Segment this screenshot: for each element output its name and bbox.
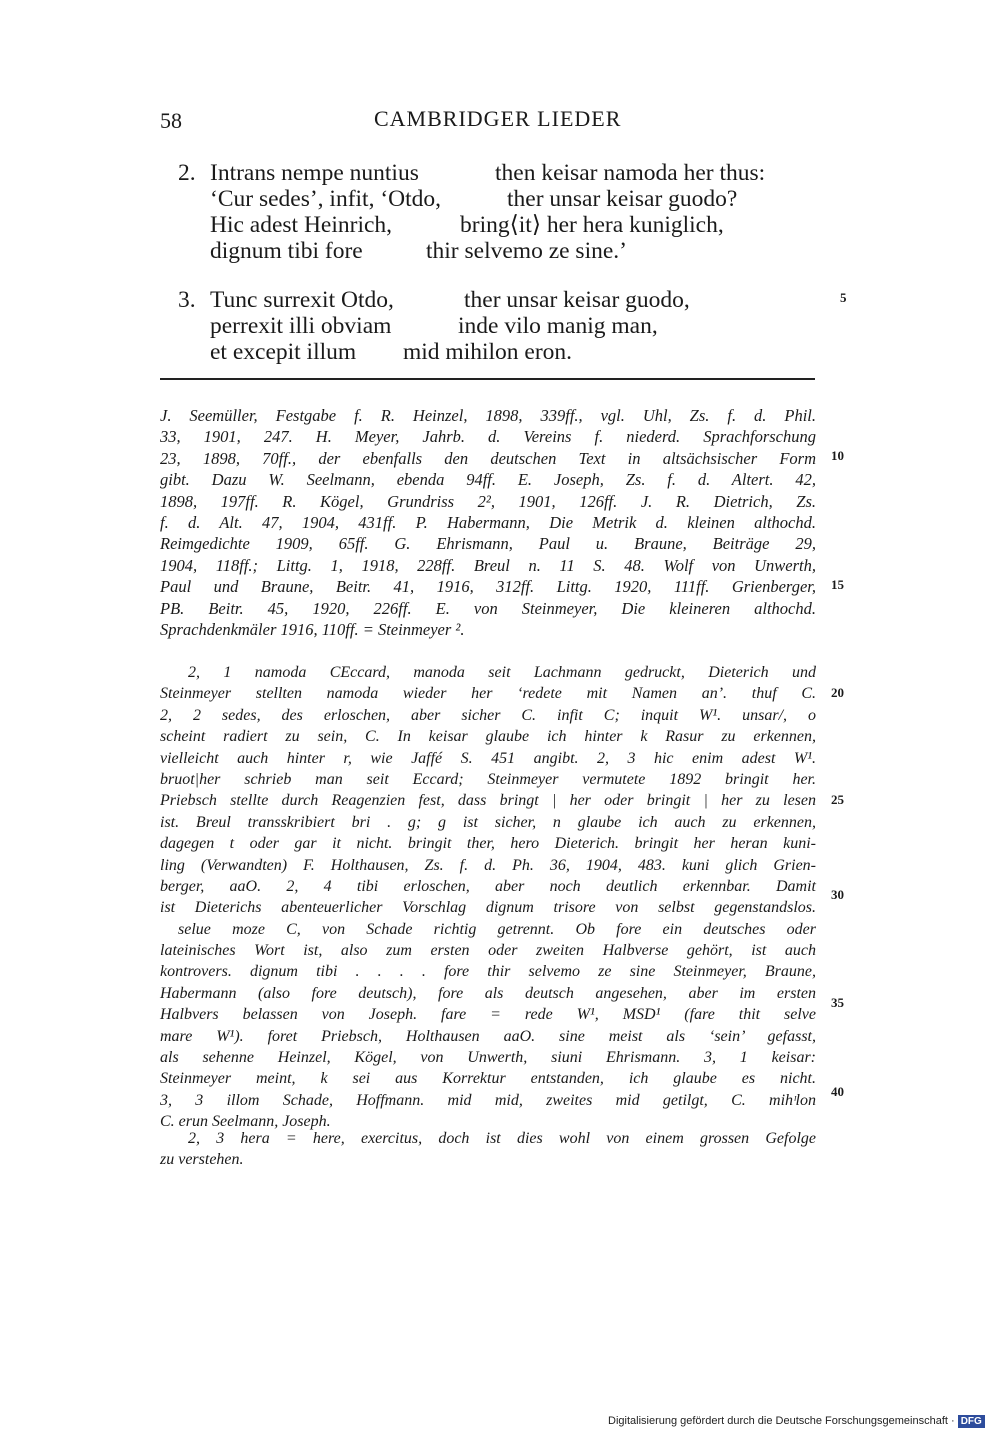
text-line: 33, 1901, 247. H. Meyer, Jahrb. d. Vereins f. niederd. Sprachforschung — [160, 427, 816, 447]
text-line: Steinmeyer meint, k sei aus Korrektur entstanden, ich glaube es nicht. — [160, 1070, 816, 1088]
line-number: 10 — [831, 448, 844, 463]
stanza-number: 2. — [178, 160, 196, 186]
second-half-line: then keisar namoda her thus: — [495, 160, 766, 186]
section-divider — [160, 378, 815, 380]
explanatory-note — [160, 1128, 816, 1171]
text-line: scheint radiert zu sein, C. In keisar glaube ich hinter k Rasur zu erkennen, — [160, 728, 816, 746]
text-line: 2, 1 namoda CEccard, manoda seit Lachmann gedruckt, Dieterich und — [188, 664, 816, 681]
running-title: CAMBRIDGER LIEDER — [374, 106, 622, 131]
dfg-logo: DFG — [958, 1415, 985, 1428]
stanza-number: 3. — [178, 287, 196, 313]
text-line: f. d. Alt. 47, 1904, 431ff. P. Habermann, Die Metrik d. kleinen althochd. — [160, 512, 816, 532]
first-half-line: ‘Cur sedes’, infit, ‘Otdo, — [210, 186, 442, 212]
text-line: kontrovers. dignum tibi . . . . fore thir selvemo ze sine Steinmeyer, Braune, — [160, 963, 816, 981]
text-line: Steinmeyer stellten namoda wieder her ‘redete mit Namen an’. thuf C. — [160, 685, 816, 703]
first-half-line: et excepit illum — [210, 339, 357, 365]
text-line: 23, 1898, 70ff., der ebenfalls den deutschen Text in altsächsischer Form — [160, 448, 816, 468]
digitization-credit — [608, 1415, 985, 1428]
text-line: selue moze C, von Schade richtig getrennt. Ob fore ein deutsches oder — [178, 920, 816, 938]
second-half-line: ther unsar keisar guodo? — [507, 186, 738, 212]
second-half-line: bring⟨it⟩ her hera kuniglich, — [460, 212, 724, 238]
text-line: Sprachdenkmäler 1916, 110ff. = Steinmeyer ². — [160, 619, 465, 639]
text-line: 1904, 118ff.; Littg. 1, 1918, 228ff. Breul n. 11 S. 48. Wolf von Unwerth, — [160, 555, 816, 575]
line-number: 40 — [831, 1084, 844, 1099]
first-half-line: perrexit illi obviam — [210, 313, 392, 339]
text-line: berger, aaO. 2, 4 tibi erloschen, aber noch deutlich erkennbar. Damit — [160, 877, 816, 895]
line-number: 35 — [831, 995, 844, 1010]
text-line: Reimgedichte 1909, 65ff. G. Ehrismann, Paul u. Braune, Beiträge 29, — [160, 534, 816, 554]
first-half-line: Tunc surrexit Otdo, — [210, 287, 394, 313]
second-half-line: inde vilo manig man, — [458, 313, 658, 339]
text-line: bruot|her schrieb man seit Eccard; Steinmeyer vermutete 1892 bringit her. — [160, 770, 816, 788]
text-line: gibt. Dazu W. Seelmann, ebenda 94ff. E. Joseph, Zs. f. d. Altert. 42, — [160, 470, 816, 490]
text-line: dagegen t oder gar it nicht. bringit ther, hero Dieterich. bringit her heran kuni- — [160, 835, 816, 853]
text-line: lateinisches Wort ist, also zum ersten oder zweiten Halbverse gehört, ist auch — [160, 942, 816, 960]
text-line: C. erun Seelmann, Joseph. — [160, 1113, 331, 1131]
first-half-line: Hic adest Heinrich, — [210, 212, 393, 238]
text-line: 2, 2 sedes, des erloschen, aber sicher C. infit C; inquit W¹. unsar/, o — [160, 706, 816, 724]
line-number: 20 — [831, 685, 844, 700]
first-half-line: dignum tibi fore — [210, 238, 363, 264]
text-line: 2, 3 hera = here, exercitus, doch ist dies wohl von einem grossen Gefolge — [188, 1130, 816, 1147]
text-line: Habermann (also fore deutsch), fore als deutsch angesehen, aber im ersten — [160, 984, 816, 1002]
text-line: vielleicht auch hinter r, wie Jaffé S. 451 angibt. 2, 3 hic enim adest W¹. — [160, 749, 816, 767]
page-number: 58 — [160, 108, 182, 133]
line-number: 15 — [831, 577, 844, 592]
second-half-line: mid mihilon eron. — [403, 339, 573, 365]
critical-apparatus — [160, 662, 816, 1133]
text-line: Paul und Braune, Beitr. 41, 1916, 312ff. Littg. 1920, 111ff. Grienberger, — [160, 577, 816, 597]
text-line: Priebsch stellte durch Reagenzien fest, dass bringt | her oder bringit | her zu lesen — [160, 792, 816, 810]
line-number: 30 — [831, 887, 844, 902]
line-number: 5 — [840, 290, 847, 305]
text-line: ist. Breul transskribiert bri . g; g ist sicher, n glaube ich auch zu erkennen, — [160, 813, 816, 831]
text-line: 1898, 197ff. R. Kögel, Grundriss 2², 1901, 126ff. J. R. Dietrich, Zs. — [160, 491, 816, 511]
text-line: 3, 3 illom Schade, Hoffmann. mid mid, zweites mid getilgt, C. mihᶦlon — [160, 1091, 816, 1109]
text-line: ling (Verwandten) F. Holthausen, Zs. f. d. Ph. 36, 1904, 483. kuni glich Grien- — [160, 856, 816, 874]
text-line: zu verstehen. — [160, 1151, 244, 1169]
first-half-line: Intrans nempe nuntius — [210, 160, 419, 186]
text-line: J. Seemüller, Festgabe f. R. Heinzel, 1898, 339ff., vgl. Uhl, Zs. f. d. Phil. — [160, 406, 816, 425]
second-half-line: ther unsar keisar guodo, — [464, 287, 690, 313]
text-line: als sehenne Heinzel, Kögel, von Unwerth, siuni Ehrismann. 3, 1 keisar: — [160, 1049, 816, 1067]
line-number: 25 — [831, 792, 844, 807]
credit-text: Digitalisierung gefördert durch die Deutsche Forschungsgemeinschaft · — [608, 1415, 955, 1427]
text-line: Halbvers belassen von Joseph. fare = rede W¹, MSD¹ (fare thit selve — [160, 1006, 816, 1024]
text-line: mare W¹). foret Priebsch, Holthausen aaO. sine meist als ‘sein’ gefasst, — [160, 1027, 816, 1045]
second-half-line: thir selvemo ze sine.’ — [426, 238, 627, 264]
text-line: PB. Beitr. 45, 1920, 226ff. E. von Steinmeyer, Die kleineren althochd. — [160, 598, 816, 618]
text-line: ist Dieterichs abenteuerlicher Vorschlag dignum trisore von selbst gegenstandslos. — [160, 899, 816, 917]
bibliography — [160, 405, 816, 640]
